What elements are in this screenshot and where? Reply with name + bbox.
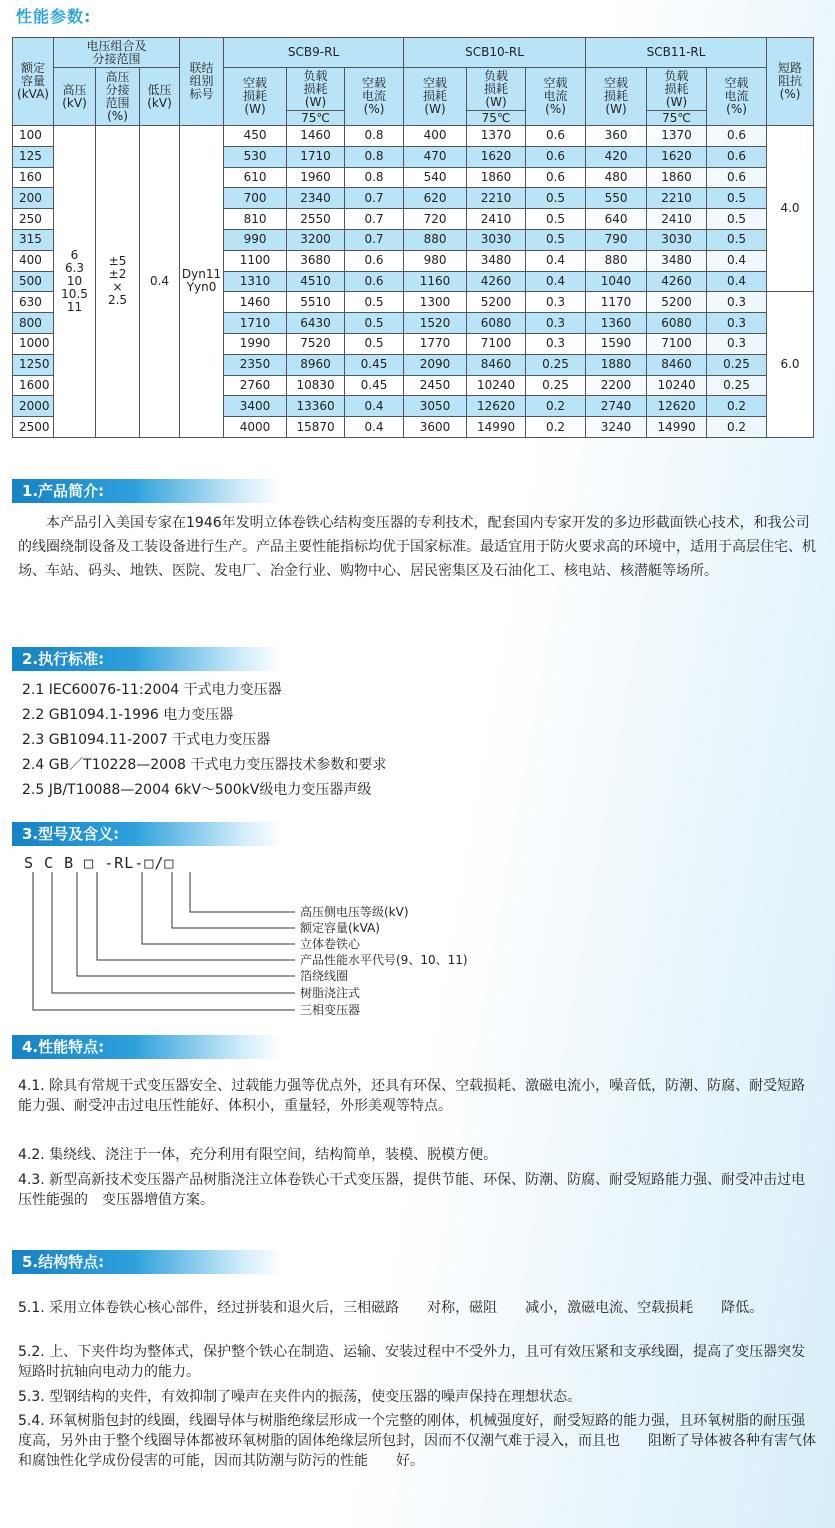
table-cell: 1310	[224, 271, 287, 292]
table-cell: 1880	[586, 354, 647, 375]
table-cell: 790	[586, 229, 647, 250]
table-cell: 8460	[467, 354, 526, 375]
table-cell: 3680	[287, 250, 345, 271]
header-load-temp-10: 75℃	[467, 111, 526, 126]
feature-item: 4.3. 新型高新技术变压器产品树脂浇注立体卷铁心干式变压器，提供节能、环保、防潮、防腐、耐受短路能力强、耐受冲击过电压性能强的 变压器增值方案。	[18, 1172, 806, 1208]
table-cell: 0.45	[345, 354, 404, 375]
model-legend-item: 立体卷铁心	[300, 937, 361, 951]
table-cell: 1600	[13, 375, 54, 396]
table-cell: 360	[586, 126, 647, 147]
table-cell: 880	[404, 229, 467, 250]
table-cell: 2450	[404, 375, 467, 396]
table-cell: 3050	[404, 396, 467, 417]
table-cell: 530	[224, 146, 287, 167]
model-code: S C B □ -RL-□/□	[24, 854, 175, 872]
table-cell: 2500	[13, 417, 54, 438]
table-cell: 200	[13, 188, 54, 209]
table-cell: 720	[404, 209, 467, 230]
table-cell: 1100	[224, 250, 287, 271]
table-cell: 3480	[647, 250, 707, 271]
table-cell: 1460	[224, 292, 287, 313]
table-cell: 12620	[647, 396, 707, 417]
table-cell: 0.3	[707, 333, 767, 354]
table-cell: 1300	[404, 292, 467, 313]
table-cell: 0.5	[345, 313, 404, 334]
feature-item: 4.2. 集绕线、浇注于一体，充分利用有限空间，结构简单，装模、脱模方便。	[18, 1147, 498, 1163]
header-current-11: 空载 电流 (%)	[707, 68, 767, 126]
table-cell: 0.4	[707, 250, 767, 271]
header-tap: 高压 分接 范围 (%)	[96, 68, 140, 126]
table-cell: 1370	[467, 126, 526, 147]
table-cell: 3030	[467, 229, 526, 250]
header-hv: 高压 (kV)	[54, 68, 96, 126]
header-noload-9: 空载 损耗 (W)	[224, 68, 287, 126]
table-cell: 0.25	[526, 375, 586, 396]
structure-item: 5.1. 采用立体卷铁心核心部件，经过拼装和退火后，三相磁路 对称，磁阻 减小，激磁电流、空载损耗 降低。	[18, 1300, 764, 1316]
table-cell: 0.4	[707, 271, 767, 292]
table-cell: 100	[13, 126, 54, 147]
standard-item: 2.1 IEC60076-11:2004 干式电力变压器	[22, 682, 282, 698]
table-cell: 5200	[647, 292, 707, 313]
table-cell: 550	[586, 188, 647, 209]
table-cell: 0.2	[707, 417, 767, 438]
table-cell: 5200	[467, 292, 526, 313]
table-cell: 250	[13, 209, 54, 230]
table-cell: 4260	[647, 271, 707, 292]
table-cell: 14990	[467, 417, 526, 438]
model-legend-item: 产品性能水平代号(9、10、11)	[300, 953, 468, 967]
table-cell: 1710	[287, 146, 345, 167]
table-cell: 160	[13, 167, 54, 188]
header-current-9: 空载 电流 (%)	[345, 68, 404, 126]
connection-values: Dyn11 Yyn0	[180, 126, 224, 438]
table-cell: 0.8	[345, 167, 404, 188]
header-current-10: 空载 电流 (%)	[526, 68, 586, 126]
table-cell: 2740	[586, 396, 647, 417]
table-cell: 15870	[287, 417, 345, 438]
table-cell: 3480	[467, 250, 526, 271]
table-cell: 1710	[224, 313, 287, 334]
header-connection: 联结 组别 标号	[180, 38, 224, 126]
table-cell: 2340	[287, 188, 345, 209]
structure-item: 5.4. 环氧树脂包封的线圈，线圈导体与树脂绝缘层形成一个完整的刚体，机械强度好，耐受短路的能力强，且环氧树脂的耐压强度高，另外由于整个线圈导体都被环氧树脂的固体绝缘层所包封，因而不仅潮气难于浸入，而且也 阻断了导体被各种有害气体和腐蚀性化学成份侵害的可能，因而其防潮与防污的性能 好。	[18, 1413, 816, 1469]
spec-table	[12, 37, 814, 438]
intro-paragraph: 本产品引入美国专家在1946年发明立体卷铁心结构变压器的专利技术，配套国内专家开发的多边形截面铁心技术，和我公司的线圈绕制设备及工装设备进行生产。产品主要性能指标均优于国家标准。最适宜用于防火要求高的环境中，适用于高层住宅、机场、车站、码头、地铁、医院、发电厂、冶金行业、购物中心、居民密集区及石油化工、核电站、核潜艇等场所。	[18, 515, 816, 579]
table-cell: 5510	[287, 292, 345, 313]
table-cell: 10830	[287, 375, 345, 396]
header-capacity: 额定 容量 (kVA)	[13, 38, 54, 126]
table-cell: 2410	[647, 209, 707, 230]
table-cell: 1590	[586, 333, 647, 354]
table-cell: 2000	[13, 396, 54, 417]
header-load-temp-9: 75℃	[287, 111, 345, 126]
header-short-circuit: 短路 阻抗 (%)	[767, 38, 814, 126]
table-cell: 2550	[287, 209, 345, 230]
table-cell: 0.2	[526, 417, 586, 438]
header-group-scb10: SCB10-RL	[404, 38, 586, 68]
table-cell: 800	[13, 313, 54, 334]
table-cell: 315	[13, 229, 54, 250]
table-cell: 990	[224, 229, 287, 250]
table-cell: 1620	[647, 146, 707, 167]
table-cell: 0.6	[345, 250, 404, 271]
table-cell: 7520	[287, 333, 345, 354]
table-cell: 1520	[404, 313, 467, 334]
table-cell: 2410	[467, 209, 526, 230]
table-cell: 0.25	[707, 375, 767, 396]
table-cell: 2200	[586, 375, 647, 396]
table-cell: 0.5	[707, 188, 767, 209]
table-cell: 1000	[13, 333, 54, 354]
table-cell: 980	[404, 250, 467, 271]
table-cell: 3200	[287, 229, 345, 250]
table-cell: 125	[13, 146, 54, 167]
table-cell: 0.6	[707, 146, 767, 167]
table-cell: 0.5	[707, 209, 767, 230]
table-cell: 0.3	[526, 292, 586, 313]
table-cell: 400	[404, 126, 467, 147]
table-cell: 0.5	[707, 229, 767, 250]
table-cell: 3240	[586, 417, 647, 438]
table-cell: 880	[586, 250, 647, 271]
table-cell: 8460	[647, 354, 707, 375]
header-load-11: 负载 损耗 (W)	[647, 68, 707, 111]
table-cell: 630	[13, 292, 54, 313]
table-cell: 2350	[224, 354, 287, 375]
table-cell: 0.6	[345, 271, 404, 292]
table-cell: 1620	[467, 146, 526, 167]
table-cell: 0.7	[345, 209, 404, 230]
table-cell: 2090	[404, 354, 467, 375]
table-cell: 500	[13, 271, 54, 292]
table-cell: 0.6	[526, 146, 586, 167]
model-legend-item: 三相变压器	[300, 1003, 361, 1017]
table-cell: 0.8	[345, 146, 404, 167]
table-cell: 1170	[586, 292, 647, 313]
table-cell: 1360	[586, 313, 647, 334]
table-cell: 7100	[647, 333, 707, 354]
table-cell: 2210	[647, 188, 707, 209]
table-cell: 3400	[224, 396, 287, 417]
table-cell: 0.8	[345, 126, 404, 147]
table-cell: 6080	[647, 313, 707, 334]
short-circuit-value: 4.0	[767, 126, 814, 292]
table-cell: 400	[13, 250, 54, 271]
table-cell: 6080	[467, 313, 526, 334]
table-cell: 0.3	[707, 313, 767, 334]
header-load-10: 负载 损耗 (W)	[467, 68, 526, 111]
structure-item: 5.2. 上、下夹件均为整体式，保护整个铁心在制造、运输、安装过程中不受外力，且可有效压紧和支承线圈，提高了变压器突发短路时抗轴向电动力的能力。	[18, 1344, 806, 1380]
header-load-9: 负载 损耗 (W)	[287, 68, 345, 111]
standard-item: 2.2 GB1094.1-1996 电力变压器	[22, 707, 234, 723]
table-cell: 450	[224, 126, 287, 147]
table-cell: 2210	[467, 188, 526, 209]
section-heading-intro: 1.产品简介:	[12, 479, 282, 503]
table-cell: 540	[404, 167, 467, 188]
standard-item: 2.3 GB1094.11-2007 干式电力变压器	[22, 732, 271, 748]
table-cell: 1960	[287, 167, 345, 188]
table-cell: 810	[224, 209, 287, 230]
table-cell: 1250	[13, 354, 54, 375]
table-cell: 0.4	[526, 250, 586, 271]
table-cell: 0.3	[526, 313, 586, 334]
table-cell: 1860	[647, 167, 707, 188]
table-cell: 10240	[647, 375, 707, 396]
table-cell: 8960	[287, 354, 345, 375]
table-cell: 7100	[467, 333, 526, 354]
table-cell: 12620	[467, 396, 526, 417]
table-cell: 640	[586, 209, 647, 230]
table-cell: 0.5	[526, 188, 586, 209]
table-cell: 0.4	[526, 271, 586, 292]
table-cell: 620	[404, 188, 467, 209]
section-heading-standards: 2.执行标准:	[12, 647, 282, 671]
table-cell: 0.6	[526, 126, 586, 147]
table-cell: 4000	[224, 417, 287, 438]
table-cell: 1460	[287, 126, 345, 147]
section-heading-model: 3.型号及含义:	[12, 822, 282, 846]
table-cell: 3600	[404, 417, 467, 438]
short-circuit-value: 6.0	[767, 292, 814, 438]
table-cell: 4260	[467, 271, 526, 292]
table-cell: 2760	[224, 375, 287, 396]
model-legend-item: 树脂浇注式	[300, 986, 361, 1000]
header-noload-11: 空载 损耗 (W)	[586, 68, 647, 126]
structure-item: 5.3. 型钢结构的夹件，有效抑制了噪声在夹件内的振荡，使变压器的噪声保持在理想状态。	[18, 1389, 582, 1405]
header-voltage-group: 电压组合及 分接范围	[54, 38, 180, 68]
standard-item: 2.5 JB/T10088—2004 6kV～500kV级电力变压器声级	[22, 782, 372, 798]
table-cell: 700	[224, 188, 287, 209]
table-cell: 0.5	[526, 209, 586, 230]
table-cell: 0.7	[345, 188, 404, 209]
table-cell: 0.2	[707, 396, 767, 417]
table-cell: 0.6	[707, 167, 767, 188]
lv-value: 0.4	[140, 126, 180, 438]
hv-values: 6 6.3 10 10.5 11	[54, 126, 96, 438]
table-cell: 1860	[467, 167, 526, 188]
table-cell: 0.4	[345, 396, 404, 417]
table-cell: 0.5	[345, 292, 404, 313]
section-heading-structure: 5.结构特点:	[12, 1250, 282, 1274]
table-cell: 1370	[647, 126, 707, 147]
header-noload-10: 空载 损耗 (W)	[404, 68, 467, 126]
table-cell: 0.25	[707, 354, 767, 375]
table-cell: 0.5	[345, 333, 404, 354]
table-cell: 14990	[647, 417, 707, 438]
table-cell: 4510	[287, 271, 345, 292]
table-cell: 0.3	[526, 333, 586, 354]
table-cell: 0.45	[345, 375, 404, 396]
model-legend-item: 高压侧电压等级(kV)	[300, 905, 409, 919]
table-cell: 1040	[586, 271, 647, 292]
spec-title: 性能参数:	[16, 7, 92, 26]
table-cell: 0.5	[526, 229, 586, 250]
model-legend-item: 箔绕线圈	[300, 969, 349, 983]
table-cell: 420	[586, 146, 647, 167]
table-cell: 0.7	[345, 229, 404, 250]
table-cell: 0.25	[526, 354, 586, 375]
table-cell: 0.6	[526, 167, 586, 188]
table-row	[13, 126, 814, 147]
table-cell: 0.6	[707, 126, 767, 147]
header-group-scb9: SCB9-RL	[224, 38, 404, 68]
table-cell: 0.4	[345, 417, 404, 438]
table-cell: 13360	[287, 396, 345, 417]
section-heading-features: 4.性能特点:	[12, 1035, 282, 1059]
table-cell: 610	[224, 167, 287, 188]
table-cell: 1160	[404, 271, 467, 292]
model-legend-item: 额定容量(kVA)	[300, 921, 380, 935]
table-cell: 1770	[404, 333, 467, 354]
table-cell: 3030	[647, 229, 707, 250]
table-cell: 6430	[287, 313, 345, 334]
table-cell: 0.3	[707, 292, 767, 313]
table-cell: 10240	[467, 375, 526, 396]
header-lv: 低压 (kV)	[140, 68, 180, 126]
header-load-temp-11: 75℃	[647, 111, 707, 126]
tap-values: ±5 ±2 × 2.5	[96, 126, 140, 438]
table-cell: 1990	[224, 333, 287, 354]
feature-item: 4.1. 除具有常规干式变压器安全、过载能力强等优点外，还具有环保、空载损耗、激磁电流小，噪音低，防潮、防腐、耐受短路能力强、耐受冲击过电压性能好、体积小，重量轻，外形美观等特点。	[18, 1078, 806, 1114]
table-cell: 470	[404, 146, 467, 167]
standard-item: 2.4 GB／T10228—2008 干式电力变压器技术参数和要求	[22, 757, 387, 773]
table-cell: 0.2	[526, 396, 586, 417]
header-group-scb11: SCB11-RL	[586, 38, 767, 68]
table-cell: 480	[586, 167, 647, 188]
